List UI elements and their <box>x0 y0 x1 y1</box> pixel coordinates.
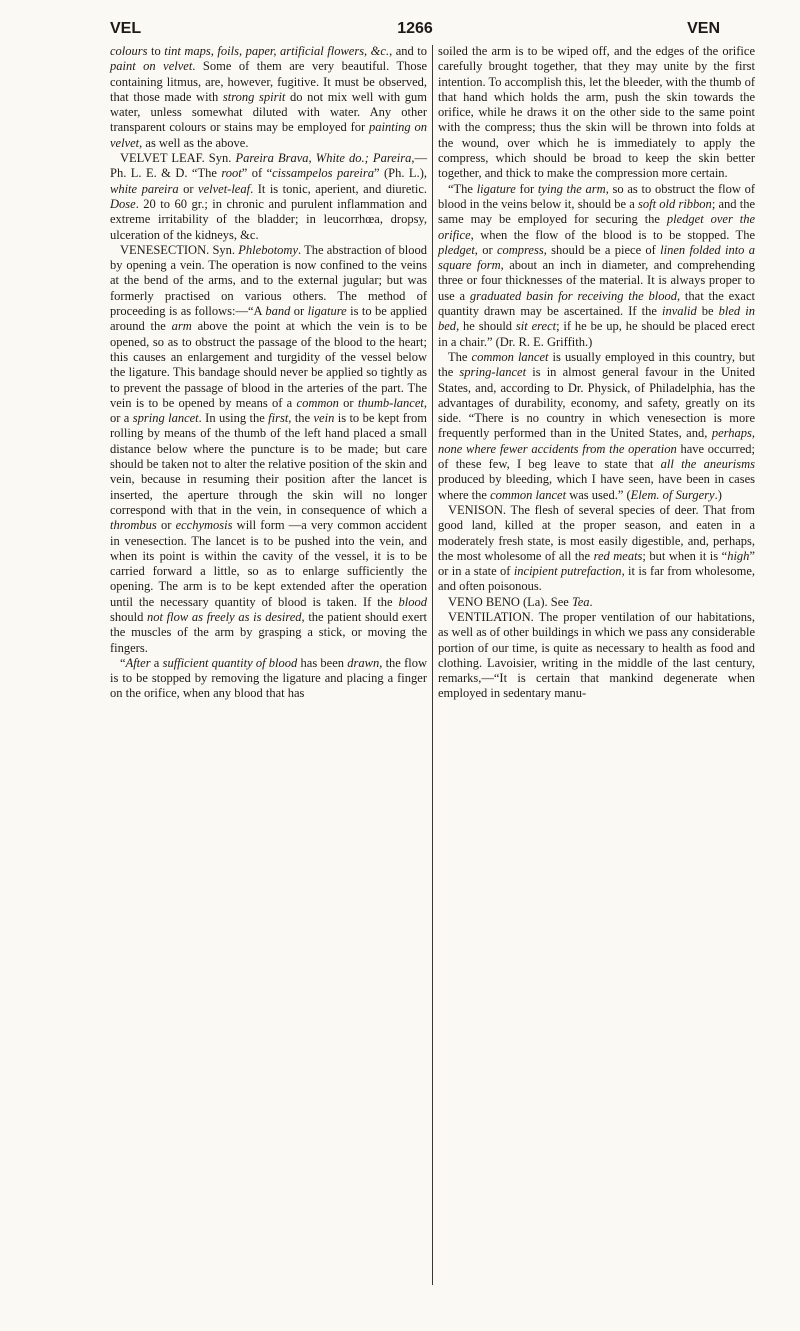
paragraph: VENESECTION. Syn. Phlebotomy. The abstraction of blood by opening a vein. The operation is now confined to the veins at the bend of the arms, and to the external jugular; but was formerly practised on various others. The method of proceeding is as follows:—“A band or ligature is to be applied around the arm above the point at which the vein is to be opened, so as to obstruct the passage of the blood to the heart; this causes an enlargement and turgidity of the vessel below the ligature. This bandage should never be applied so tightly as to prevent the passage of blood in the arteries of the part. The vein is to be opened by means of a common or thumb-lancet, or a spring lancet. In using the first, the vein is to be kept from rolling by means of the thumb of the left hand placed a small distance below where the puncture is to be made; but care should be taken not to alter the relative position of the skin and vein, because in resuming their position after the lancet is inserted, the aperture through the skin will no longer correspond with that in the vein, in consequence of which a thrombus or ecchymosis will form —a very common accident in venesection. The lancet is to be pushed into the vein, and when its point is within the cavity of the vessel, it is to be carried forward a little, so as to enlarge sufficiently the opening. The arm is to be kept extended after the operation until the necessary quantity of blood is taken. If the blood should not flow as freely as is desired, the patient should exert the muscles of the arm by grasping a stick, or moving the fingers. <box>110 242 428 655</box>
paragraph: VENISON. The flesh of several species of deer. That from good land, killed at the proper season, and eaten in a moderately fresh state, is most easily digestible, and, perhaps, the most wholesome of all the red meats; but when it is “high” or in a state of incipient putrefaction, it is far from wholesome, and often poisonous. <box>438 502 755 594</box>
paragraph: VENO BENO (La). See Tea. <box>448 594 593 609</box>
paragraph: soiled the arm is to be wiped off, and the edges of the orifice carefully brought together, that they may unite by the first intention. To accomplish this, let the bleeder, with the thumb of that hand which holds the arm, push the skin towards the orifice, while he draws it on the other side to the same point with the compress; thus the skin will be thrown into folds at the wound, over which he is immediately to apply the compress, which should be broad to keep the skin better together, and thick to make the compression more certain. <box>438 44 755 181</box>
paragraph: The common lancet is usually employed in this country, but the spring-lancet is in almost general favour in the United States, and, according to Dr. Physick, of Philadelphia, has the advantages of durability, economy, and safety, greatly on its side. “There is no country in which venesection is more frequently performed than in the United States, and, perhaps, none where fewer accidents from the operation have occurred; of these few, I beg leave to state that all the aneurisms produced by bleeding, which I have seen, have been in cases where the common lancet was used.” (Elem. of Surgery.) <box>438 349 756 502</box>
paragraph: VELVET LEAF. Syn. Pareira Brava, White do.; Pareira,—Ph. L. E. & D. “The root” of “cissampelos pareira” (Ph. L.), white pareira or velvet-leaf. It is tonic, aperient, and diuretic. Dose. 20 to 60 gr.; in chronic and purulent inflammation and extreme irritability of the bladder; in leucorrhœa, dropsy, ulceration of the kidneys, &c. <box>110 151 427 242</box>
left-column <box>110 44 427 702</box>
page-number: 1266 <box>397 20 433 37</box>
header-right-guide-word: VEN <box>687 20 720 37</box>
paragraph: “The ligature for tying the arm, so as to obstruct the flow of blood in the veins below it, should be a soft old ribbon; and the same may be employed for securing the pledget over the orifice, when the flow of the blood is to be stopped. The pledget, or compress, should be a piece of linen folded into a square form, about an inch in diameter, and comprehending three or four thicknesses of the material. It is always proper to use a graduated basin for receiving the blood, that the exact quantity drawn may be ascertained. If the invalid be bled in bed, he should sit erect; if he be up, he should be placed erect in a chair.” (Dr. R. E. Griffith.) <box>438 181 756 349</box>
right-column <box>438 44 755 702</box>
column-divider <box>432 45 433 1285</box>
paragraph: VENTILATION. The proper ventilation of our habitations, as well as of other buildings in which we pass any considerable portion of our time, is quite as necessary to health as food and clothing. Lavoisier, writing in the middle of the last century, remarks,—“It is certain that mankind degenerate when employed in sedentary manu- <box>438 609 755 701</box>
paragraph: colours to tint maps, foils, paper, artificial flowers, &c., and to paint on velvet. Some of them are very beautiful. Those containing litmus, are, however, fugitive. It must be observed, that those made with strong spirit do not mix well with gum water, unless somewhat diluted with water. Any other transparent colours or stains may be employed for painting on velvet, as well as the above. <box>110 44 428 150</box>
header-left-guide-word: VEL <box>110 20 142 37</box>
page-header <box>110 20 720 40</box>
paragraph: “After a sufficient quantity of blood has been drawn, the flow is to be stopped by removing the ligature and placing a finger on the orifice, when any blood that has <box>110 655 427 701</box>
